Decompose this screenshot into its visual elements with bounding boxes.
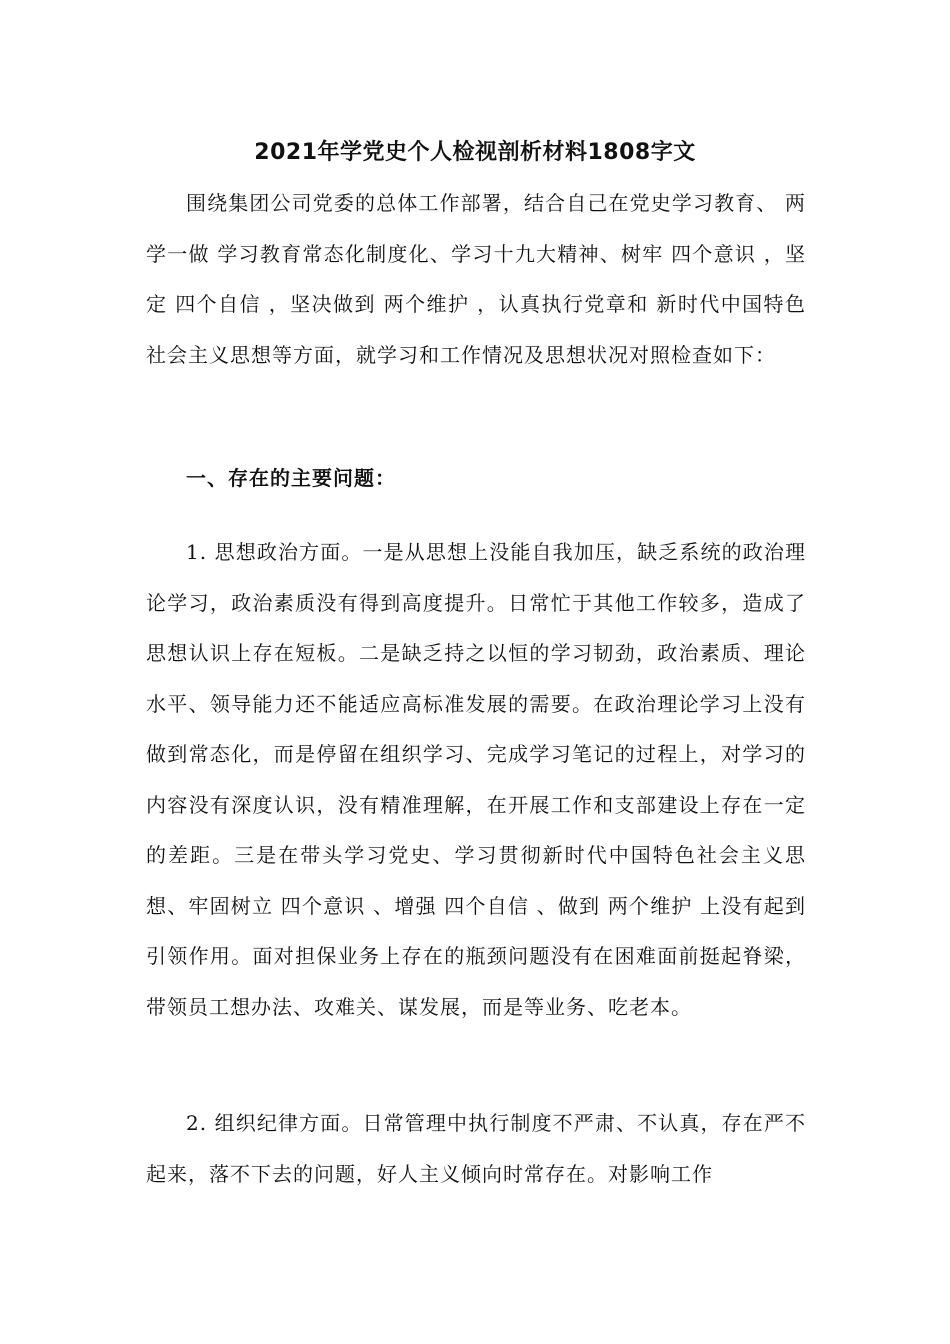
- intro-paragraph: 围绕集团公司党委的总体工作部署，结合自己在党史学习教育、 两学一做 学习教育常态化制度化、学习十九大精神、树牢 四个意识 ，坚定 四个自信 ，坚决做到 两个维护 ，认真执行党章和 新时代中国特色社会主义思想等方面，就学习和工作情况及思想状况对照检查如下：: [146, 191, 806, 367]
- section-heading: 一、存在的主要问题：: [186, 466, 396, 490]
- paragraph-item-2: 2. 组织纪律方面。日常管理中执行制度不严肃、不认真，存在严不起来，落不下去的问题，好人主义倾向时常存在。对影响工作: [146, 1111, 806, 1186]
- document-title: 2021年学党史个人检视剖析材料1808字文: [254, 140, 696, 165]
- paragraph-item-1: 1. 思想政治方面。一是从思想上没能自我加压，缺乏系统的政治理论学习，政治素质没有得到高度提升。日常忙于其他工作较多，造成了思想认识上存在短板。二是缺乏持之以恒的学习韧劲，政治素质、理论水平、领导能力还不能适应高标准发展的需要。在政治理论学习上没有做到常态化，而是停留在组织学习、完成学习笔记的过程上，对学习的内容没有深度认识，没有精准理解，在开展工作和支部建设上存在一定的差距。三是在带头学习党史、学习贯彻新时代中国特色社会主义思想、牢固树立 四个意识 、增强 四个自信 、做到 两个维护 上没有起到引领作用。面对担保业务上存在的瓶颈问题没有在困难面前挺起脊梁，带领员工想办法、攻难关、谋发展，而是等业务、吃老本。: [146, 540, 806, 1019]
